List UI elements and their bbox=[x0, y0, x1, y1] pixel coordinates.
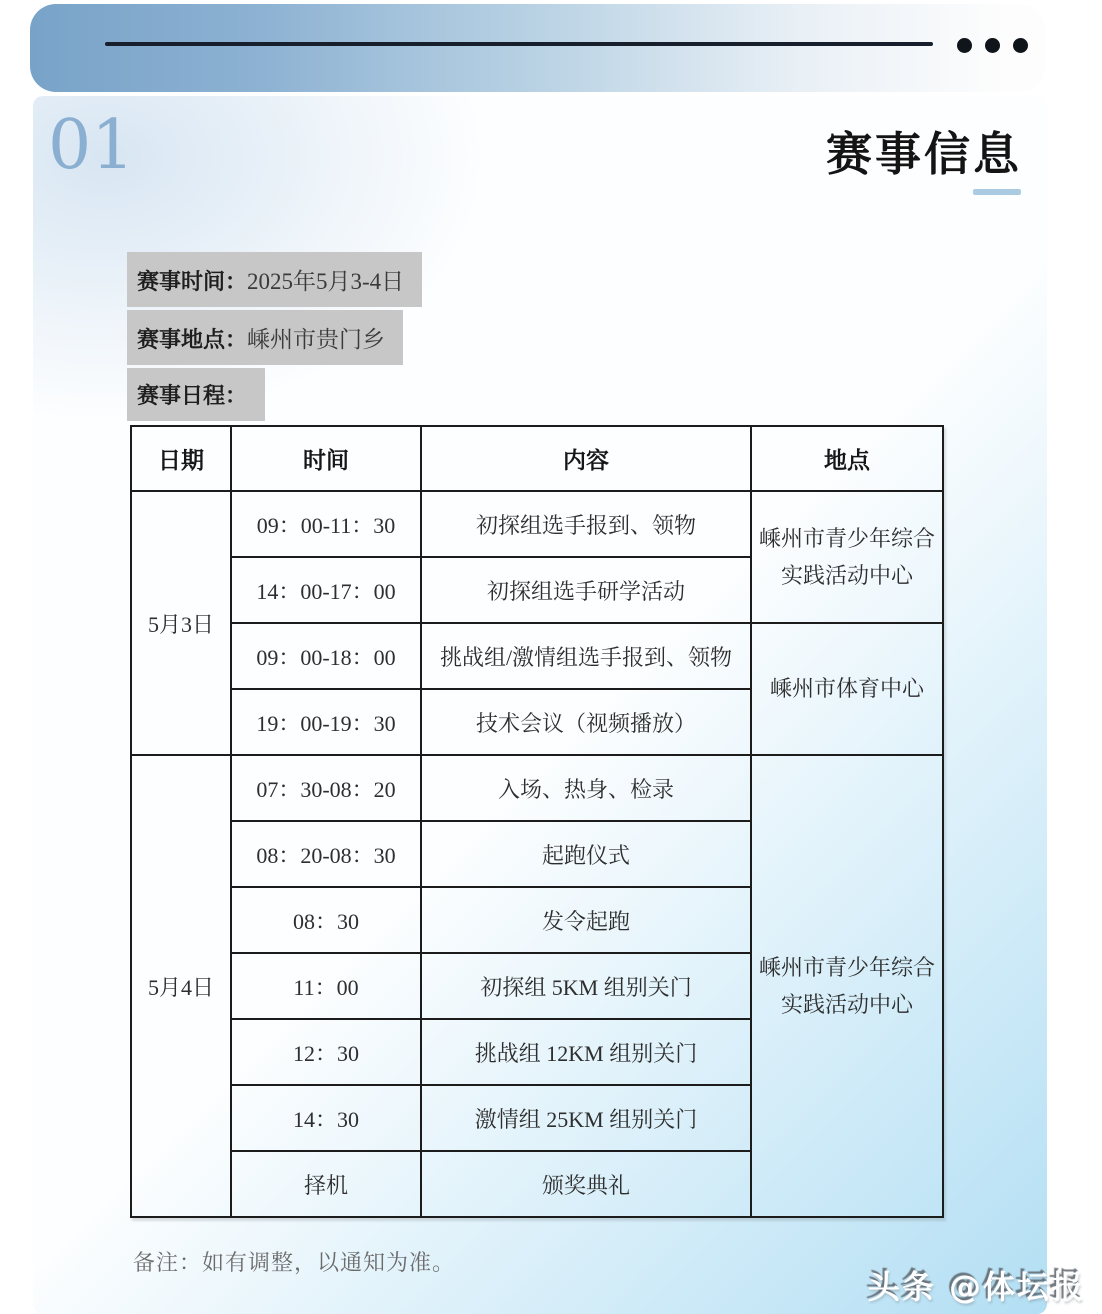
info-line-place bbox=[127, 310, 403, 365]
event-info bbox=[127, 252, 422, 424]
table-row bbox=[131, 755, 943, 821]
note-text: 备注：如有调整，以通知为准。 bbox=[133, 1251, 456, 1276]
date-cell: 5月3日 bbox=[131, 491, 231, 755]
table-row bbox=[131, 491, 943, 557]
page-title: 赛事信息 bbox=[826, 127, 1022, 181]
header-content: 内容 bbox=[421, 426, 751, 491]
time-cell: 19：00-19：30 bbox=[231, 689, 421, 755]
header-time: 时间 bbox=[231, 426, 421, 491]
content-cell: 起跑仪式 bbox=[421, 821, 751, 887]
dot-icon bbox=[1013, 38, 1028, 53]
divider-line bbox=[105, 42, 933, 46]
time-cell: 12：30 bbox=[231, 1019, 421, 1085]
content-cell: 发令起跑 bbox=[421, 887, 751, 953]
content-cell: 挑战组 12KM 组别关门 bbox=[421, 1019, 751, 1085]
info-value: 嵊州市贵门乡 bbox=[247, 327, 386, 352]
time-cell: 择机 bbox=[231, 1151, 421, 1217]
content-cell: 初探组选手报到、领物 bbox=[421, 491, 751, 557]
header-date: 日期 bbox=[131, 426, 231, 491]
info-label: 赛事日程： bbox=[137, 384, 248, 409]
info-label: 赛事时间： bbox=[137, 270, 248, 295]
content-cell: 挑战组/激情组选手报到、领物 bbox=[421, 623, 751, 689]
time-cell: 08：20-08：30 bbox=[231, 821, 421, 887]
time-cell: 09：00-11：30 bbox=[231, 491, 421, 557]
table-row bbox=[131, 623, 943, 689]
dot-icon bbox=[957, 38, 972, 53]
location-cell: 嵊州市青少年综合实践活动中心 bbox=[751, 491, 943, 623]
time-cell: 08：30 bbox=[231, 887, 421, 953]
content-cell: 初探组 5KM 组别关门 bbox=[421, 953, 751, 1019]
location-cell: 嵊州市体育中心 bbox=[751, 623, 943, 755]
content-cell: 初探组选手研学活动 bbox=[421, 557, 751, 623]
info-line-time bbox=[127, 252, 422, 307]
info-label: 赛事地点： bbox=[137, 328, 248, 353]
schedule-table bbox=[130, 425, 944, 1218]
content-cell: 入场、热身、检录 bbox=[421, 755, 751, 821]
time-cell: 14：30 bbox=[231, 1085, 421, 1151]
dot-icon bbox=[985, 38, 1000, 53]
banner bbox=[30, 4, 1045, 92]
table-header-row bbox=[131, 426, 943, 491]
content-cell: 激情组 25KM 组别关门 bbox=[421, 1085, 751, 1151]
content-cell: 技术会议（视频播放） bbox=[421, 689, 751, 755]
section-number: 01 bbox=[48, 106, 135, 185]
title-underline bbox=[973, 189, 1021, 195]
header-location: 地点 bbox=[751, 426, 943, 491]
time-cell: 07：30-08：20 bbox=[231, 755, 421, 821]
watermark: 头条 @体坛报 bbox=[867, 1268, 1085, 1306]
content-cell: 颁奖典礼 bbox=[421, 1151, 751, 1217]
time-cell: 14：00-17：00 bbox=[231, 557, 421, 623]
time-cell: 11：00 bbox=[231, 953, 421, 1019]
info-value: 2025年5月3-4日 bbox=[247, 269, 405, 294]
date-cell: 5月4日 bbox=[131, 755, 231, 1217]
ellipsis-icon bbox=[957, 38, 1028, 53]
time-cell: 09：00-18：00 bbox=[231, 623, 421, 689]
info-line-schedule bbox=[127, 368, 265, 421]
location-cell: 嵊州市青少年综合实践活动中心 bbox=[751, 755, 943, 1217]
